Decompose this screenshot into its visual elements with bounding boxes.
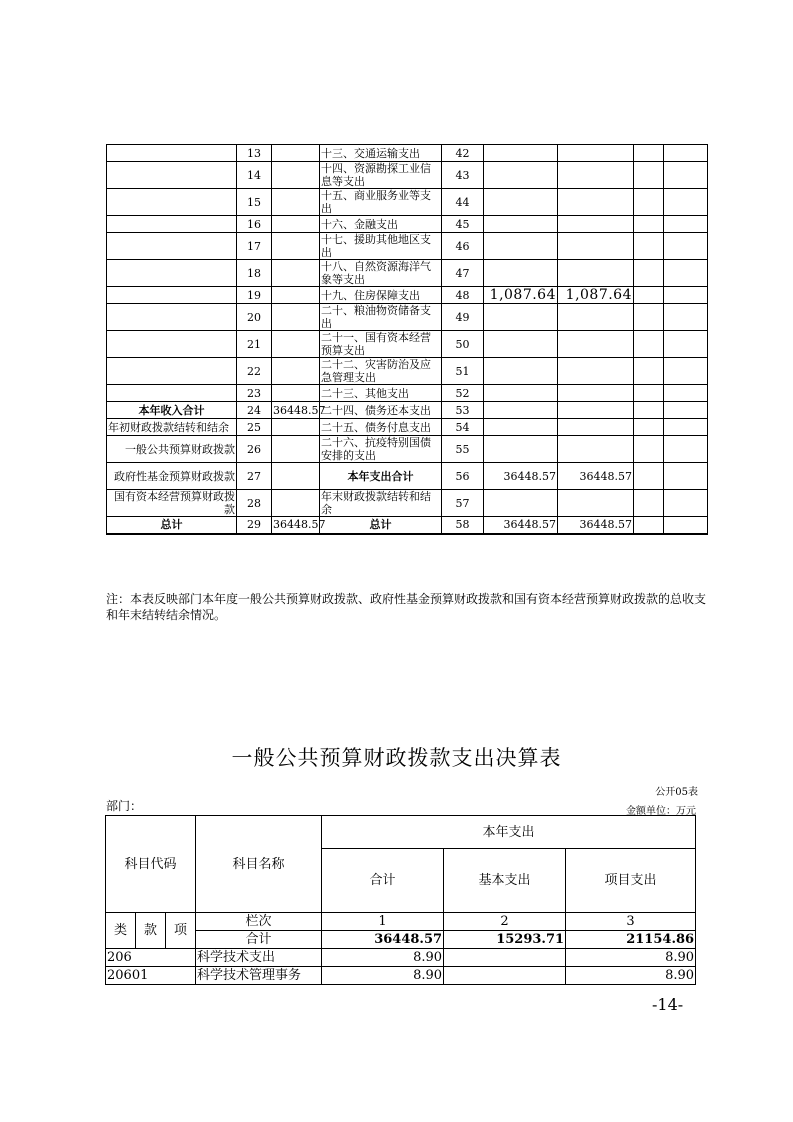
right-label: 十八、自然资源海洋气象等支出 <box>320 260 442 287</box>
header-xiang: 项 <box>166 913 196 949</box>
header-current-expenditure: 本年支出 <box>322 816 696 849</box>
col-no-3: 3 <box>566 913 696 931</box>
amount-total <box>484 490 558 517</box>
amount-general <box>558 331 634 358</box>
table-row <box>107 331 708 358</box>
amount-total <box>484 331 558 358</box>
amount-capital <box>664 419 708 436</box>
amount-general: 36448.57 <box>558 517 634 534</box>
left-label <box>107 189 237 216</box>
amount-total <box>484 358 558 385</box>
left-label: 一般公共预算财政拨款 <box>107 436 237 463</box>
table-row <box>107 402 708 419</box>
seq-no: 27 <box>237 463 272 490</box>
table-row <box>107 304 708 331</box>
amount-total <box>484 436 558 463</box>
line-no: 45 <box>442 216 484 233</box>
amount-total <box>484 233 558 260</box>
left-amount <box>272 189 320 216</box>
left-amount <box>272 358 320 385</box>
total-row-total: 36448.57 <box>322 931 444 949</box>
table-row <box>106 949 696 967</box>
left-label <box>107 331 237 358</box>
right-label: 十六、金融支出 <box>320 216 442 233</box>
subject-code: 206 <box>106 949 196 967</box>
table-row <box>107 260 708 287</box>
left-label <box>107 145 237 162</box>
amount-capital <box>664 402 708 419</box>
left-amount <box>272 331 320 358</box>
line-no: 49 <box>442 304 484 331</box>
page-number: -14- <box>652 995 684 1014</box>
right-label: 本年支出合计 <box>320 463 442 490</box>
left-label: 政府性基金预算财政拨款 <box>107 463 237 490</box>
left-label <box>107 233 237 260</box>
amount-capital <box>664 189 708 216</box>
subject-name: 科学技术支出 <box>196 949 322 967</box>
left-label: 年初财政拨款结转和结余 <box>107 419 237 436</box>
left-amount <box>272 260 320 287</box>
seq-no: 28 <box>237 490 272 517</box>
row-total: 8.90 <box>322 967 444 985</box>
general-budget-expenditure-table <box>105 815 696 985</box>
amount-total: 1,087.64 <box>484 287 558 304</box>
left-amount <box>272 145 320 162</box>
right-label: 总计 <box>320 517 442 534</box>
amount-unit: 金额单位：万元 <box>626 806 696 817</box>
left-label <box>107 287 237 304</box>
amount-general <box>558 145 634 162</box>
left-amount <box>272 419 320 436</box>
row-project: 8.90 <box>566 967 696 985</box>
seq-no: 14 <box>237 162 272 189</box>
header-kuan: 款 <box>136 913 166 949</box>
line-no: 42 <box>442 145 484 162</box>
amount-general <box>558 216 634 233</box>
amount-govfund <box>634 304 664 331</box>
seq-no: 25 <box>237 419 272 436</box>
amount-govfund <box>634 436 664 463</box>
amount-total <box>484 145 558 162</box>
table-row <box>107 436 708 463</box>
seq-no: 16 <box>237 216 272 233</box>
amount-general: 1,087.64 <box>558 287 634 304</box>
left-label: 总计 <box>107 517 237 534</box>
row-project: 8.90 <box>566 949 696 967</box>
seq-no: 21 <box>237 331 272 358</box>
page-title: 一般公共预算财政拨款支出决算表 <box>231 746 562 770</box>
table-row <box>107 490 708 517</box>
amount-general <box>558 162 634 189</box>
header-subject-code: 科目代码 <box>106 816 196 913</box>
table-row <box>107 517 708 534</box>
right-label: 年末财政拨款结转和结余 <box>320 490 442 517</box>
subject-code: 20601 <box>106 967 196 985</box>
amount-capital <box>664 385 708 402</box>
amount-general <box>558 260 634 287</box>
amount-govfund <box>634 233 664 260</box>
table-note: 注：本表反映部门本年度一般公共预算财政拨款、政府性基金预算财政拨款和国有资本经营预算财政拨款的总收支和年末结转结余情况。 <box>106 592 707 622</box>
amount-govfund <box>634 216 664 233</box>
table-row <box>107 145 708 162</box>
amount-general <box>558 304 634 331</box>
col-no-2: 2 <box>444 913 566 931</box>
seq-no: 26 <box>237 436 272 463</box>
table-row <box>106 967 696 985</box>
seq-no: 17 <box>237 233 272 260</box>
right-label: 二十一、国有资本经营预算支出 <box>320 331 442 358</box>
left-label <box>107 162 237 189</box>
amount-govfund <box>634 385 664 402</box>
amount-capital <box>664 304 708 331</box>
amount-general: 36448.57 <box>558 463 634 490</box>
amount-total <box>484 385 558 402</box>
left-label <box>107 260 237 287</box>
seq-no: 20 <box>237 304 272 331</box>
amount-capital <box>664 517 708 534</box>
amount-total <box>484 162 558 189</box>
amount-capital <box>664 233 708 260</box>
amount-capital <box>664 287 708 304</box>
seq-no: 13 <box>237 145 272 162</box>
amount-govfund <box>634 162 664 189</box>
table-row <box>107 233 708 260</box>
department-label: 部门： <box>106 799 143 813</box>
header-basic: 基本支出 <box>444 849 566 913</box>
left-amount <box>272 490 320 517</box>
right-label: 十三、交通运输支出 <box>320 145 442 162</box>
amount-total <box>484 419 558 436</box>
line-no: 51 <box>442 358 484 385</box>
seq-no: 29 <box>237 517 272 534</box>
amount-total <box>484 304 558 331</box>
amount-total <box>484 216 558 233</box>
left-amount <box>272 233 320 260</box>
amount-general <box>558 490 634 517</box>
amount-total: 36448.57 <box>484 463 558 490</box>
table-row <box>107 162 708 189</box>
amount-general <box>558 419 634 436</box>
amount-general <box>558 358 634 385</box>
amount-general <box>558 436 634 463</box>
amount-capital <box>664 162 708 189</box>
seq-no: 15 <box>237 189 272 216</box>
line-no: 52 <box>442 385 484 402</box>
seq-no: 23 <box>237 385 272 402</box>
right-label: 二十、粮油物资储备支出 <box>320 304 442 331</box>
amount-general <box>558 402 634 419</box>
left-amount: 36448.57 <box>273 403 326 417</box>
right-label: 二十四、债务还本支出 <box>320 402 442 419</box>
amount-capital <box>664 331 708 358</box>
left-label <box>107 216 237 233</box>
header-total: 合计 <box>322 849 444 913</box>
left-amount <box>272 162 320 189</box>
line-no: 50 <box>442 331 484 358</box>
amount-capital <box>664 490 708 517</box>
amount-govfund <box>634 145 664 162</box>
right-label: 二十二、灾害防治及应急管理支出 <box>320 358 442 385</box>
amount-capital <box>664 463 708 490</box>
left-label: 本年收入合计 <box>107 402 237 419</box>
line-no: 55 <box>442 436 484 463</box>
amount-govfund <box>634 490 664 517</box>
line-no: 53 <box>442 402 484 419</box>
amount-capital <box>664 216 708 233</box>
line-no: 44 <box>442 189 484 216</box>
left-amount <box>272 436 320 463</box>
left-label <box>107 358 237 385</box>
row-basic <box>444 967 566 985</box>
amount-capital <box>664 436 708 463</box>
right-label: 十四、资源勘探工业信息等支出 <box>320 162 442 189</box>
amount-govfund <box>634 517 664 534</box>
right-label: 十九、住房保障支出 <box>320 287 442 304</box>
left-amount <box>272 287 320 304</box>
amount-total <box>484 402 558 419</box>
line-no: 57 <box>442 490 484 517</box>
right-label: 十七、援助其他地区支出 <box>320 233 442 260</box>
amount-total <box>484 189 558 216</box>
table-row <box>107 189 708 216</box>
amount-govfund <box>634 260 664 287</box>
line-no: 43 <box>442 162 484 189</box>
left-amount <box>272 463 320 490</box>
amount-general <box>558 189 634 216</box>
left-label: 国有资本经营预算财政拨款 <box>107 490 237 517</box>
left-label <box>107 304 237 331</box>
table-row <box>107 358 708 385</box>
total-row-project: 21154.86 <box>566 931 696 949</box>
seq-no: 18 <box>237 260 272 287</box>
header-subject-name: 科目名称 <box>196 816 322 913</box>
amount-capital <box>664 358 708 385</box>
line-no: 54 <box>442 419 484 436</box>
seq-no: 22 <box>237 358 272 385</box>
left-amount <box>272 216 320 233</box>
subject-name: 科学技术管理事务 <box>196 967 322 985</box>
amount-govfund <box>634 189 664 216</box>
amount-general <box>558 233 634 260</box>
left-amount <box>272 304 320 331</box>
amount-govfund <box>634 419 664 436</box>
table-row <box>107 463 708 490</box>
amount-govfund <box>634 287 664 304</box>
right-label: 二十三、其他支出 <box>320 385 442 402</box>
header-row-col: 栏次 <box>196 913 322 931</box>
table-row <box>107 419 708 436</box>
amount-govfund <box>634 331 664 358</box>
total-row-label: 合计 <box>196 931 322 949</box>
header-lei: 类 <box>106 913 136 949</box>
form-number: 公开05表 <box>655 787 698 798</box>
seq-no: 24 <box>237 402 272 419</box>
left-amount: 36448.57 <box>272 517 320 534</box>
row-basic <box>444 949 566 967</box>
amount-total: 36448.57 <box>484 517 558 534</box>
right-label: 十五、商业服务业等支出 <box>320 189 442 216</box>
line-no: 48 <box>442 287 484 304</box>
fiscal-summary-table <box>106 144 708 535</box>
seq-no: 19 <box>237 287 272 304</box>
amount-capital <box>664 260 708 287</box>
amount-govfund <box>634 463 664 490</box>
amount-total <box>484 260 558 287</box>
left-label <box>107 385 237 402</box>
line-no: 56 <box>442 463 484 490</box>
amount-capital <box>664 145 708 162</box>
line-no: 46 <box>442 233 484 260</box>
table-row <box>107 385 708 402</box>
row-total: 8.90 <box>322 949 444 967</box>
left-amount <box>272 385 320 402</box>
right-label: 二十五、债务付息支出 <box>320 419 442 436</box>
amount-govfund <box>634 358 664 385</box>
total-row-basic: 15293.71 <box>444 931 566 949</box>
col-no-1: 1 <box>322 913 444 931</box>
amount-govfund <box>634 402 664 419</box>
right-label: 二十六、抗疫特别国债安排的支出 <box>320 436 442 463</box>
header-project: 项目支出 <box>566 849 696 913</box>
amount-general <box>558 385 634 402</box>
line-no: 58 <box>442 517 484 534</box>
line-no: 47 <box>442 260 484 287</box>
table-row <box>107 287 708 304</box>
table-row <box>107 216 708 233</box>
